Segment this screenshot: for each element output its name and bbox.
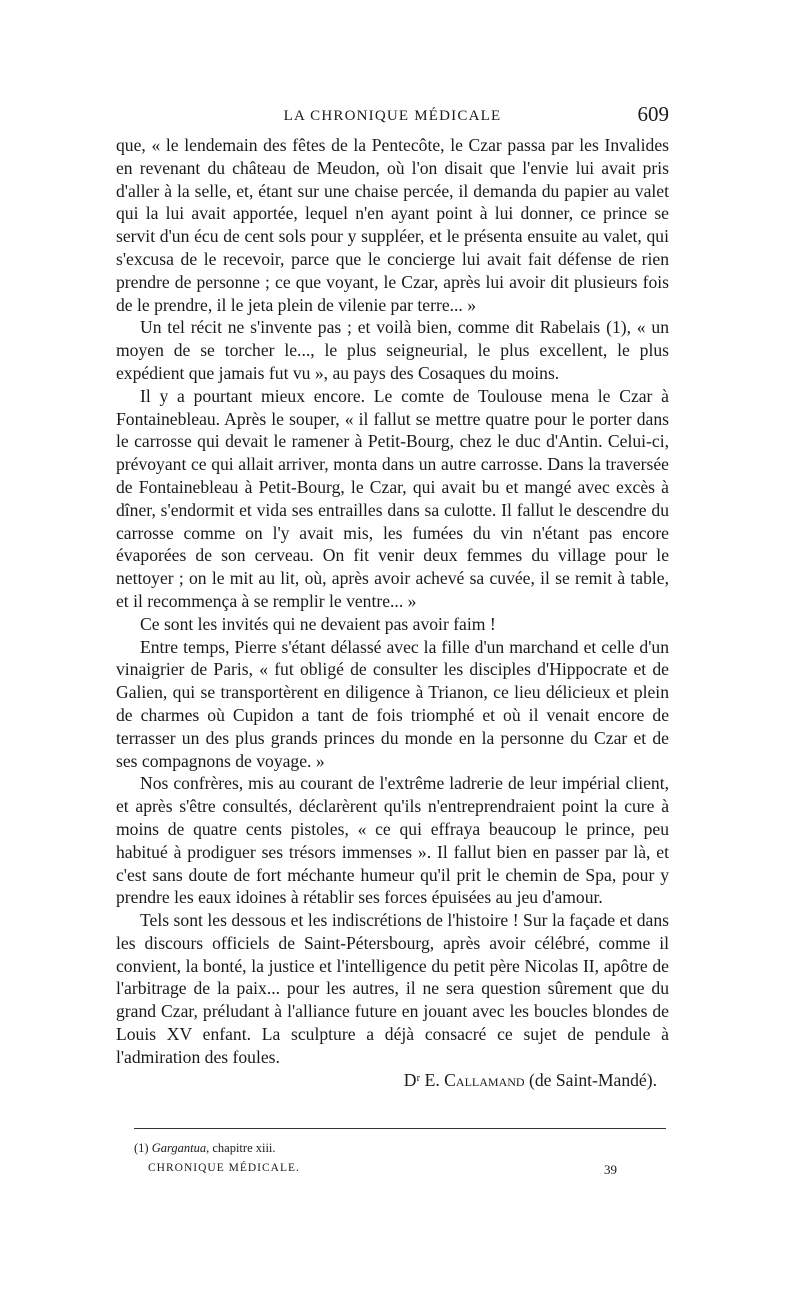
author-title: Dʳ E. — [403, 1069, 440, 1090]
page-header — [116, 102, 669, 132]
paragraph-5: Entre temps, Pierre s'étant délassé avec la fille d'un marchand et celle d'un vinaigrier de Paris, « fut obligé de consulter les disciples d'Hippocrate et de Galien, qui se transportèrent en diligence à Trianon, ce lieu délicieux et plein de charmes où Cupidon a tant de fois triomphé et où il venait encore de terrasser un des plus grands princes du monde en la personne du Czar et de ses compagnons de voyage. » — [116, 636, 669, 771]
author-name: Callamand — [444, 1069, 525, 1090]
paragraph-1: que, « le lendemain des fêtes de la Pentecôte, le Czar passa par les Invalides en revenant du château de Meudon, où l'on disait que l'envie lui avait pris d'aller à la selle, et, étant sur une chaise percée, il demanda du papier au valet qui la lui avait apportée, lequel n'en ayant point à lui donner, ce prince se servit d'un écu de cent sols pour y suppléer, et le présenta ensuite au valet, qui s'excusa de le recevoir, parce que le concierge lui avait fait défense de rien prendre de personne ; ce que voyant, le Czar, après lui avoir dit plusieurs fois de le prendre, il le jeta plein de vilenie par terre... » — [116, 135, 669, 315]
paragraph-6: Nos confrères, mis au courant de l'extrême ladrerie de leur impérial client, et après s'être consultés, déclarèrent qu'ils n'entreprendraient point la cure à moins de quatre cents pistoles, « ce qui effraya beaucoup le prince, peu habitué à prodiguer ses trésors immenses ». Il fallut bien en passer par là, et c'est sans doute de fort méchante humeur qu'il prit le chemin de Spa, pour y prendre les eaux idoines à rétablir ses forces épuisées au jeu d'amour. — [116, 773, 669, 908]
paragraph-3: Il y a pourtant mieux encore. Le comte de Toulouse mena le Czar à Fontainebleau. Après le souper, « il fallut se mettre quatre pour le porter dans le carrosse qui devait le ramener à Petit-Bourg, chez le duc d'Antin. Celui-ci, prévoyant ce qui allait arriver, monta dans un autre carrosse. Dans la traversée de Fontainebleau à Petit-Bourg, le Czar, qui avait bu et mangé avec excès à dîner, s'endormit et vida ses entrailles dans sa culotte. Il fallut le descendre du carrosse comme on l'y avait mis, les fumées du vin n'étant pas encore évaporées de son cerveau. On fit venir deux femmes du village pour le nettoyer ; on le mit au lit, où, après avoir achevé sa cuvée, il se remit à table, et il recommença à se remplir le ventre... » — [116, 385, 669, 611]
footnote — [134, 1140, 666, 1156]
footnote-marker: (1) — [134, 1141, 149, 1155]
page-footer — [148, 1162, 666, 1180]
article-body — [116, 134, 669, 1091]
running-head: LA CHRONIQUE MÉDICALE — [283, 108, 502, 124]
author-signature — [116, 1069, 669, 1092]
footer-journal: CHRONIQUE MÉDICALE. — [148, 1162, 300, 1174]
page-number: 609 — [637, 102, 669, 126]
paragraph-7: Tels sont les dessous et les indiscrétions de l'histoire ! Sur la façade et dans les discours officiels de Saint-Pétersbourg, après avoir célébré, comme il convient, la bonté, la justice et l'intelligence du petit père Nicolas II, apôtre de l'arbitrage de la paix... pour les autres, il ne sera question sûrement que du grand Czar, préludant à l'alliance future en jouant avec les boucles blondes de Louis XV enfant. La sculpture a déjà consacré ce sujet de pendule à l'admiration des foules. — [116, 910, 669, 1067]
footer-signature-mark: 39 — [604, 1162, 617, 1177]
footnote-rule — [134, 1128, 666, 1129]
paragraph-2: Un tel récit ne s'invente pas ; et voilà bien, comme dit Rabelais (1), « un moyen de se torcher le..., le plus seigneurial, le plus excellent, le plus expédient que jamais fut vu », au pays des Cosaques du moins. — [116, 317, 669, 383]
author-place: (de Saint-Mandé). — [528, 1069, 657, 1090]
footnote-work: Gargantua — [151, 1141, 207, 1155]
footnote-ref: , chapitre xiii. — [206, 1141, 276, 1155]
paragraph-4: Ce sont les invités qui ne devaient pas avoir faim ! — [140, 613, 496, 634]
